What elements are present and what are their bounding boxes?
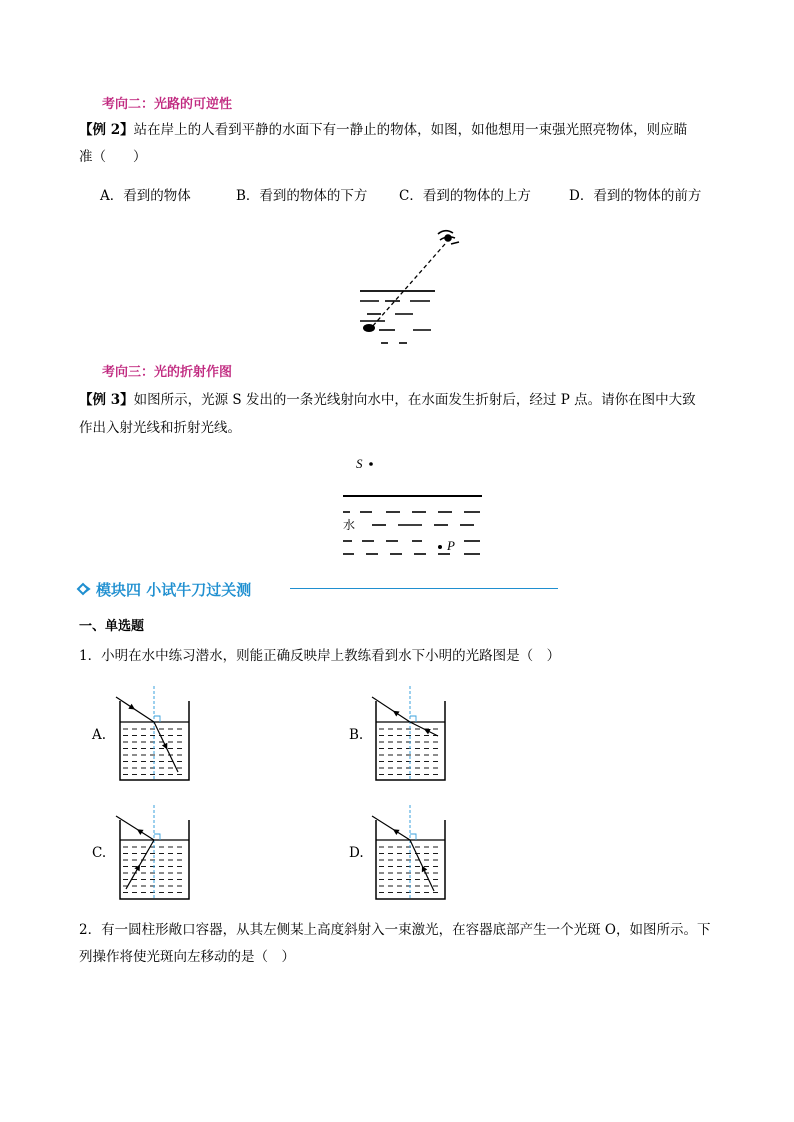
q1-option-a-figure: [112, 686, 197, 784]
q1-option-b-label: B.: [349, 727, 364, 743]
q1-option-a-label: A.: [92, 727, 107, 743]
example3-stem-text: 如图所示，光源 S 发出的一条光线射向水中，在水面发生折射后，经过 P 点。请你在图中大致: [133, 392, 696, 408]
q2-stem-line1: 2．有一圆柱形敞口容器，从其左侧某上高度斜射入一束激光，在容器底部产生一个光斑 O，如图所示。下: [79, 922, 711, 938]
q1-option-c-label: C.: [92, 845, 107, 861]
example2-figure: [355, 222, 465, 347]
refracted-ray: [116, 816, 154, 840]
example3-label: 【例 3】: [79, 392, 134, 408]
refracted-ray: [372, 697, 410, 722]
diamond-arrow-icon: [76, 580, 94, 598]
line-of-sight: [371, 244, 445, 328]
submerged-object: [363, 324, 375, 332]
q1-option-b-figure: [368, 686, 453, 784]
example3-stem-line2: 作出入射光线和折射光线。: [79, 420, 241, 436]
example2-stem-line1: [79, 120, 687, 140]
ray-arrow: [393, 711, 400, 717]
q2-stem-line2: 列操作将使光斑向左移动的是（ ）: [79, 949, 295, 965]
light-source-dot: [369, 462, 373, 466]
point-p-dot: [438, 545, 442, 549]
example3-figure: [340, 452, 490, 562]
q1-option-d-label: D.: [349, 845, 364, 861]
point-p-label: P: [447, 538, 455, 553]
ray-arrow: [137, 829, 144, 835]
example2-option-b: B．看到的物体的下方: [236, 188, 368, 204]
example2-heading: 考向二：光路的可逆性: [102, 97, 233, 112]
example2-label: 【例 2】: [79, 122, 134, 138]
right-angle-mark: [154, 834, 160, 840]
light-source-label: S: [356, 456, 363, 471]
water-dashes: [360, 301, 431, 343]
example3-heading: 考向三：光的折射作图: [102, 365, 233, 380]
example2-option-c: C．看到的物体的上方: [399, 188, 531, 204]
refracted-ray: [372, 816, 410, 840]
right-angle-mark: [410, 834, 416, 840]
water-dashes: [343, 512, 480, 554]
example2-option-a: A．看到的物体: [100, 188, 191, 204]
example2-stem-text: 站在岸上的人看到平静的水面下有一静止的物体，如图，如他想用一束强光照亮物体，则应瞄: [133, 122, 688, 138]
q1-option-d-figure: [368, 805, 453, 903]
ray-arrow: [128, 704, 135, 710]
example2-stem-line2: 准（ ）: [79, 149, 147, 165]
ray-arrow: [393, 829, 400, 835]
section-title: 一、单选题: [79, 619, 145, 634]
example2-option-d: D．看到的物体的前方: [569, 188, 702, 204]
q1-stem: 1．小明在水中练习潜水，则能正确反映岸上教练看到水下小明的光路图是（ ）: [79, 648, 561, 664]
example3-stem-line1: [79, 390, 696, 410]
water-label: 水: [343, 518, 356, 532]
right-angle-mark: [410, 716, 416, 722]
right-angle-mark: [154, 716, 160, 722]
module-title-rule: [290, 588, 558, 589]
module-title: 模块四 小试牛刀过关测: [96, 581, 252, 599]
observer-figure: [438, 231, 459, 244]
q1-option-c-figure: [112, 805, 197, 903]
